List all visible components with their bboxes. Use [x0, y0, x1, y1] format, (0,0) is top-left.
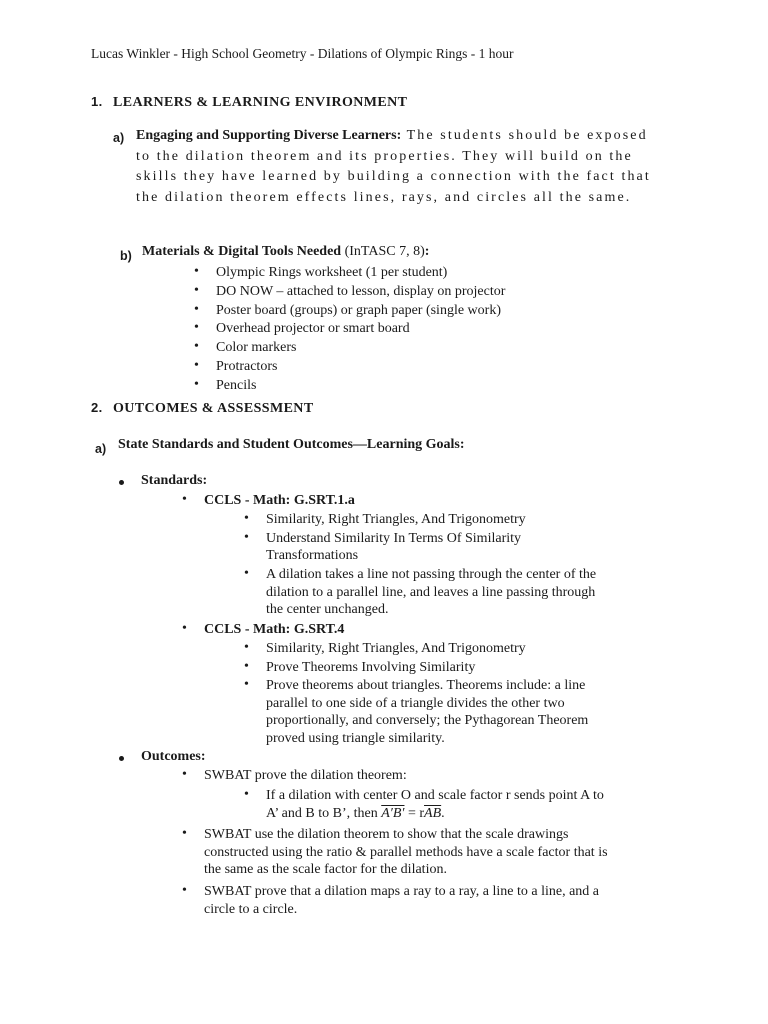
section-1b-label: b)	[120, 249, 132, 263]
materials-list-item: Protractors	[216, 359, 278, 374]
standard-item-bullet-icon: •	[244, 529, 249, 545]
standard-item-bullet-icon: •	[244, 566, 249, 582]
section-2-heading	[91, 400, 314, 417]
standard-item: Similarity, Right Triangles, And Trigonometry	[266, 640, 526, 656]
outcome-3-bullet-icon: •	[182, 883, 187, 898]
materials-list-item: Pencils	[216, 377, 257, 393]
section-1-heading	[91, 94, 407, 111]
section-1a-text: The students should be exposed to the dilation theorem and its properties. They will build on the skills they have learned by building a connection with the fact that the dilation theorem effects lines, rays, and circles all the same.	[136, 128, 651, 205]
section-2-number: 2.	[91, 400, 103, 415]
standard-item-bullet-icon: •	[244, 639, 249, 655]
outcome-3: SWBAT prove that a dilation maps a ray to a ray, a line to a line, and a circle to a circle.	[204, 884, 599, 917]
standards-bullet-icon	[119, 480, 124, 485]
standard-group-bullet-icon: •	[182, 492, 187, 507]
standard-item: Similarity, Right Triangles, And Trigonometry	[266, 512, 526, 527]
outcome-1-sub-bullet-icon: •	[244, 787, 249, 802]
outcome-1: SWBAT prove the dilation theorem:	[204, 768, 407, 783]
outcomes-title: Outcomes:	[141, 749, 206, 764]
materials-bullet-icon: •	[194, 358, 199, 373]
section-1a-title: Engaging and Supporting Diverse Learners:	[136, 128, 402, 143]
outcomes-bullet-icon	[119, 756, 124, 761]
section-2a-label: a)	[95, 442, 107, 456]
section-2-title: OUTCOMES & ASSESSMENT	[113, 401, 314, 416]
materials-list-item: Overhead projector or smart board	[216, 321, 410, 337]
outcome-1-bullet-icon: •	[182, 767, 187, 782]
outcome-1-sub-line-1: If a dilation with center O and scale factor r sends point A to	[266, 788, 604, 803]
segment-ab: $\overline{AB}$	[424, 806, 442, 821]
standard-item: Understand Similarity In Terms Of Similarity Transformations	[266, 530, 522, 564]
outcome-2: SWBAT use the dilation theorem to show that the scale drawings constructed using the ratio & parallel methods have a scale factor that is the same as the scale factor for the dilation.	[204, 827, 608, 877]
standard-item-bullet-icon: •	[244, 658, 249, 674]
materials-list-item: Olympic Rings worksheet (1 per student)	[216, 265, 448, 280]
segment-a-prime-b-prime: A′B′	[381, 806, 405, 821]
document-header: Lucas Winkler - High School Geometry - Dilations of Olympic Rings - 1 hour	[91, 46, 514, 61]
section-1-number: 1.	[91, 94, 103, 109]
section-1b-heading: Materials & Digital Tools Needed (InTASC 7, 8):	[142, 244, 430, 259]
standard-code: CCLS - Math: G.SRT.4	[204, 621, 345, 637]
materials-bullet-icon: •	[194, 301, 199, 317]
section-1a-paragraph	[136, 126, 666, 208]
standard-group-bullet-icon: •	[182, 620, 187, 636]
standard-item-bullet-icon: •	[244, 677, 249, 693]
section-1b-suffix: (InTASC 7, 8)	[344, 244, 425, 259]
section-1-title: LEARNERS & LEARNING ENVIRONMENT	[113, 95, 408, 110]
section-1a-label: a)	[113, 131, 125, 145]
materials-list-item: DO NOW – attached to lesson, display on projector	[216, 283, 506, 299]
materials-list-item: Poster board (groups) or graph paper (single work)	[216, 302, 501, 318]
section-1b-title: Materials & Digital Tools Needed	[142, 244, 342, 259]
materials-bullet-icon: •	[194, 376, 199, 392]
materials-list-item: Color markers	[216, 340, 297, 356]
standard-item: Prove Theorems Involving Similarity	[266, 659, 476, 675]
materials-bullet-icon: •	[194, 339, 199, 355]
materials-bullet-icon: •	[194, 264, 199, 279]
section-2a-title: State Standards and Student Outcomes—Learning Goals:	[118, 437, 465, 452]
standard-item: Prove theorems about triangles. Theorems include: a line parallel to one side of a triangle divides the other two proportionally, and conversely; the Pythagorean Theorem proved using triangle similarity.	[266, 678, 589, 746]
standard-item: A dilation takes a line not passing through the center of the dilation to a parallel line, and leaves a line passing through the center unchanged.	[266, 567, 597, 618]
standard-item-bullet-icon: •	[244, 511, 249, 526]
materials-bullet-icon: •	[194, 320, 199, 336]
materials-bullet-icon: •	[194, 282, 199, 298]
standards-title: Standards:	[141, 473, 208, 488]
outcome-1-sub-line-2: A’ and B to B’, then $A'B' = r\overline{AB}$.	[266, 806, 445, 821]
standard-code: CCLS - Math: G.SRT.1.a	[204, 493, 355, 508]
outcome-2-bullet-icon: •	[182, 826, 187, 841]
